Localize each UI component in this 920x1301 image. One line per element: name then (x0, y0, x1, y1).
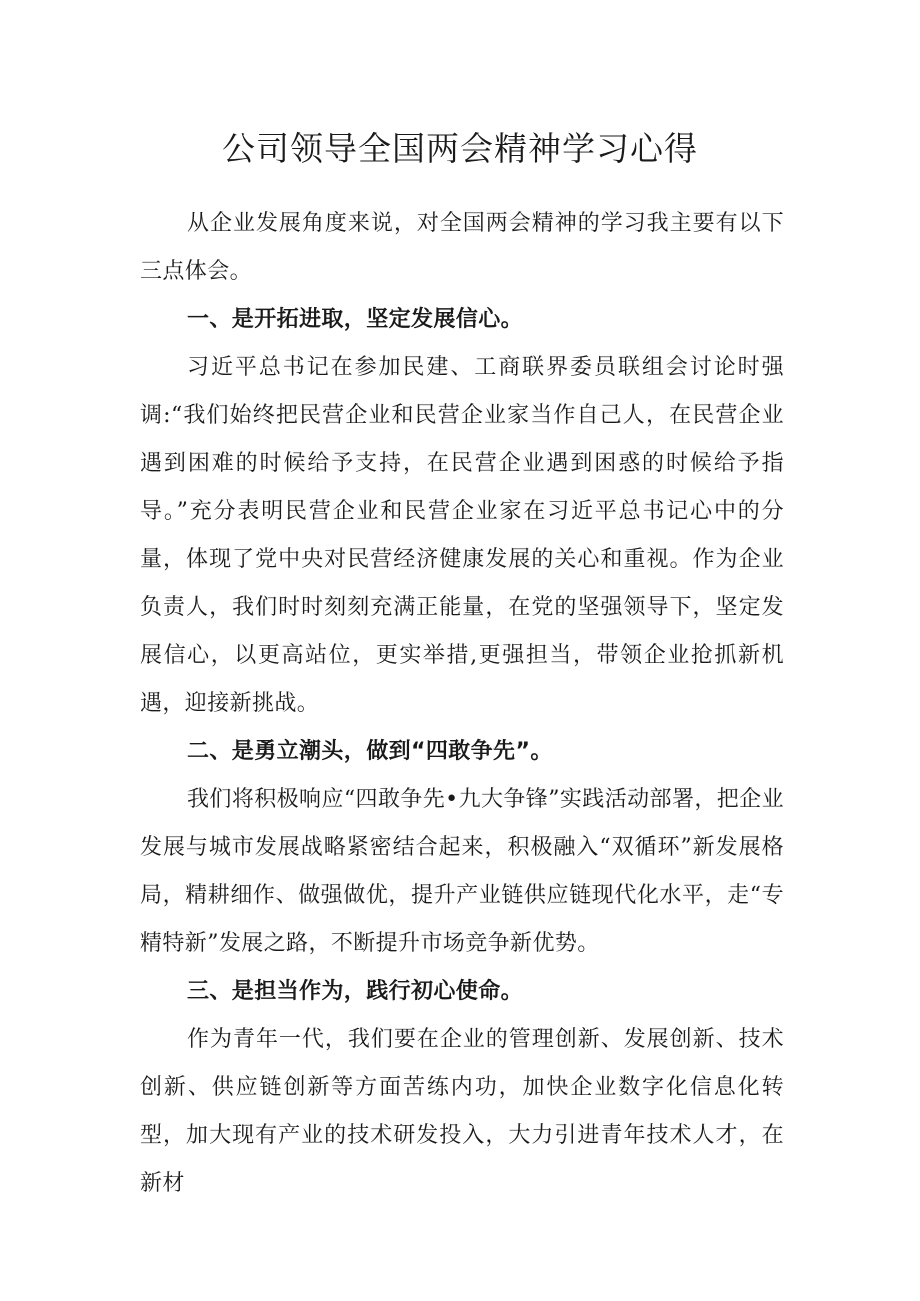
section-paragraph-2: 我们将积极响应“四敢争先•九大争锋”实践活动部署，把企业发展与城市发展战略紧密结合起来，积极融入“双循环”新发展格局，精耕细作、做强做优，提升产业链供应链现代化水平，走“专精特新”发展之路，不断提升市场竞争新优势。 (140, 787, 784, 956)
section-paragraph-3: 作为青年一代，我们要在企业的管理创新、发展创新、技术创新、供应链创新等方面苦练内功，加快企业数字化信息化转型，加大现有产业的技术研发投入，大力引进青年技术人才，在新材 (140, 1027, 784, 1196)
document-body (140, 200, 784, 1208)
section-heading-2: 二、是勇立潮头，做到“四敢争先”。 (187, 739, 553, 764)
document-title: 公司领导全国两会精神学习心得 (222, 129, 698, 168)
section-heading-3: 三、是担当作为，践行初心使命。 (187, 979, 524, 1004)
section-heading-1: 一、是开拓进取，坚定发展信心。 (187, 307, 524, 332)
intro-paragraph: 从企业发展角度来说，对全国两会精神的学习我主要有以下三点体会。 (140, 211, 784, 284)
section-paragraph-1: 习近平总书记在参加民建、工商联界委员联组会讨论时强调:“我们始终把民营企业和民营企业家当作自己人，在民营企业遇到困难的时候给予支持，在民营企业遇到困惑的时候给予指导。”充分表明民营企业和民营企业家在习近平总书记心中的分量，体现了党中央对民营经济健康发展的关心和重视。作为企业负责人，我们时时刻刻充满正能量，在党的坚强领导下，坚定发展信心，以更高站位，更实举措,更强担当，带领企业抢抓新机遇，迎接新挑战。 (140, 355, 784, 716)
